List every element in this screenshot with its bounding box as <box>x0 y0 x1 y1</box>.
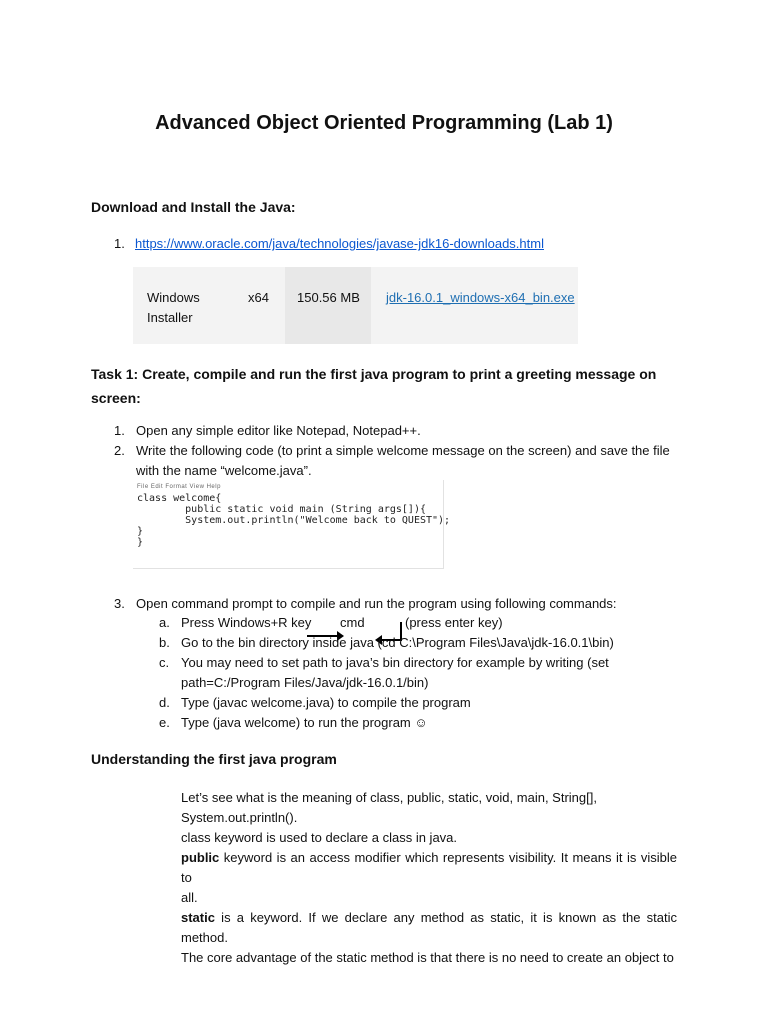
substep-text-line2: path=C:/Program Files/Java/jdk-16.0.1/bin) <box>181 675 429 690</box>
list-number: 1. <box>114 236 125 251</box>
paragraph-line: all. <box>181 890 198 905</box>
file-size: 150.56 MB <box>297 290 360 305</box>
notepad-menubar: File Edit Format View Help <box>137 484 221 490</box>
product-line-2: Installer <box>147 310 193 325</box>
code-line: class welcome{ <box>137 493 222 504</box>
understanding-heading: Understanding the first java program <box>91 751 337 767</box>
download-table <box>133 267 578 344</box>
understanding-body <box>181 788 677 968</box>
code-line: } <box>137 526 144 537</box>
substep-text-line1: You may need to set path to java’s bin directory for example by writing (set <box>181 655 609 670</box>
arch-label: x64 <box>248 290 269 305</box>
page-title: Advanced Object Oriented Programming (Lab 1) <box>155 112 613 134</box>
task1-heading-line2: screen: <box>91 390 141 406</box>
paragraph-line: Let’s see what is the meaning of class, public, static, void, main, String[], <box>181 790 597 805</box>
keyword-static: static <box>181 910 215 925</box>
task1-heading-line1: Task 1: Create, compile and run the first java program to print a greeting message on <box>91 366 657 382</box>
step-text-line1: Write the following code (to print a simple welcome message on the screen) and save the file <box>136 443 670 458</box>
installer-file-link[interactable]: jdk-16.0.1_windows-x64_bin.exe <box>386 290 575 305</box>
step-number: 3. <box>114 596 125 611</box>
substep-text: Press Windows+R key <box>181 615 312 630</box>
substep-text: Go to the bin directory inside java (cd C:\Program Files\Java\jdk-16.0.1\bin) <box>181 635 614 650</box>
download-heading: Download and Install the Java: <box>91 199 296 215</box>
cmd-text: cmd <box>340 615 365 630</box>
paragraph-line: keyword is an access modifier which represents visibility. It means it is visible to <box>181 850 677 885</box>
press-enter-text: (press enter key) <box>405 615 503 630</box>
jdk-download-link[interactable]: https://www.oracle.com/java/technologies/javase-jdk16-downloads.html <box>135 236 544 251</box>
substep-letter: c. <box>159 655 170 670</box>
substep-letter: a. <box>159 615 170 630</box>
substep-text: Type (java welcome) to run the program ☺ <box>181 715 428 730</box>
code-line: System.out.println("Welcome back to QUEST"); <box>137 515 451 526</box>
code-screenshot <box>133 480 451 569</box>
substep-letter: d. <box>159 695 170 710</box>
task1-heading <box>91 362 677 410</box>
code-line: public static void main (String args[]){ <box>137 504 426 515</box>
paragraph-line: class keyword is used to declare a class in java. <box>181 830 458 845</box>
substep-text: Type (javac welcome.java) to compile the program <box>181 695 471 710</box>
product-label <box>147 288 200 328</box>
paragraph-line: System.out.println(). <box>181 810 298 825</box>
substep-letter: e. <box>159 715 170 730</box>
step-text-line2: with the name “welcome.java”. <box>136 463 312 478</box>
step-text: Open any simple editor like Notepad, Notepad++. <box>136 423 421 438</box>
paragraph-line: The core advantage of the static method is that there is no need to create an object to <box>181 950 674 965</box>
step-number: 2. <box>114 443 125 458</box>
product-line-1: Windows <box>147 290 200 305</box>
step-text <box>136 441 677 481</box>
substep-text <box>181 653 677 693</box>
substep-letter: b. <box>159 635 170 650</box>
code-line: } <box>137 537 144 548</box>
paragraph-line: is a keyword. If we declare any method as static, it is known as the static method. <box>181 910 677 945</box>
keyword-public: public <box>181 850 220 865</box>
step-text: Open command prompt to compile and run the program using following commands: <box>136 596 617 611</box>
step-number: 1. <box>114 423 125 438</box>
